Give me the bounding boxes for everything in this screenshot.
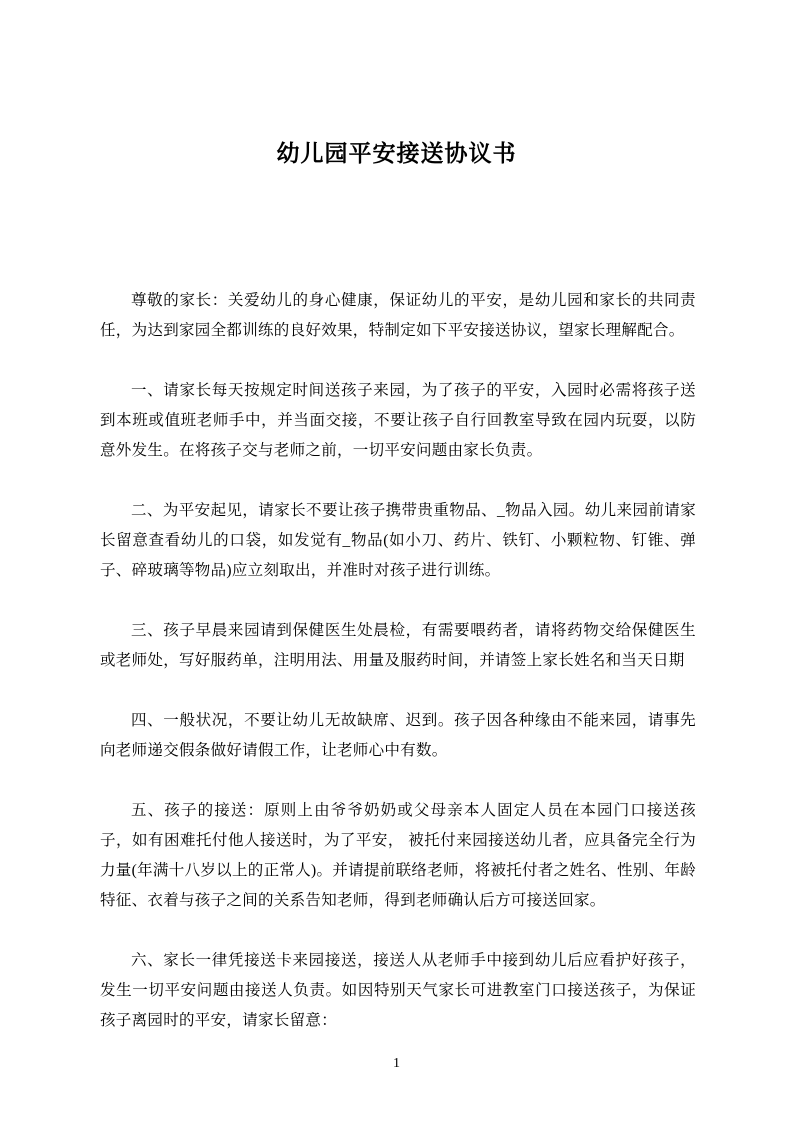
paragraph-intro: 尊敬的家长：关爱幼儿的身心健康，保证幼儿的平安，是幼儿园和家长的共同责任，为达到家园全都训练的良好效果，特制定如下平安接送协议，望家长理解配合。 [100, 292, 696, 339]
document-body [0, 286, 793, 1036]
document-title: 幼儿园平安接送协议书 [276, 141, 517, 166]
page-number: 1 [393, 1056, 400, 1071]
paragraph-item-6: 六、家长一律凭接送卡来园接送，接送人从老师手中接到幼儿后应看护好孩子，发生一切平安问题由接送人负责。如因特别天气家长可进教室门口接送孩子，为保证孩子离园时的平安，请家长留意： [100, 952, 696, 1029]
paragraph-item-4: 四、一般状况，不要让幼儿无故缺席、迟到。孩子因各种缘由不能来园，请事先向老师递交假条做好请假工作，让老师心中有数。 [100, 712, 696, 759]
paragraph-item-2: 二、为平安起见，请家长不要让孩子携带贵重物品、_物品入园。幼儿来园前请家长留意查看幼儿的口袋，如发觉有_物品(如小刀、药片、铁钉、小颗粒物、钉锥、弹子、碎玻璃等物品)应立刻取出，并准时对孩子进行训练。 [100, 502, 696, 579]
paragraph-item-5: 五、孩子的接送：原则上由爷爷奶奶或父母亲本人固定人员在本园门口接送孩子，如有困难托付他人接送时，为了平安， 被托付来园接送幼儿者，应具备完全行为力量(年满十八岁以上的正常人)。并请提前联络老师，将被托付者之姓名、性别、年龄特征、衣着与孩子之间的关系告知老师，得到老师确认后方可接送回家。 [100, 802, 696, 909]
paragraph-item-1: 一、请家长每天按规定时间送孩子来园，为了孩子的平安，入园时必需将孩子送到本班或值班老师手中，并当面交接，不要让孩子自行回教室导致在园内玩耍，以防意外发生。在将孩子交与老师之前，一切平安问题由家长负责。 [100, 382, 696, 459]
paragraph-item-3: 三、孩子早晨来园请到保健医生处晨检，有需要喂药者，请将药物交给保健医生或老师处，写好服药单，注明用法、用量及服药时间，并请签上家长姓名和当天日期 [100, 622, 696, 669]
